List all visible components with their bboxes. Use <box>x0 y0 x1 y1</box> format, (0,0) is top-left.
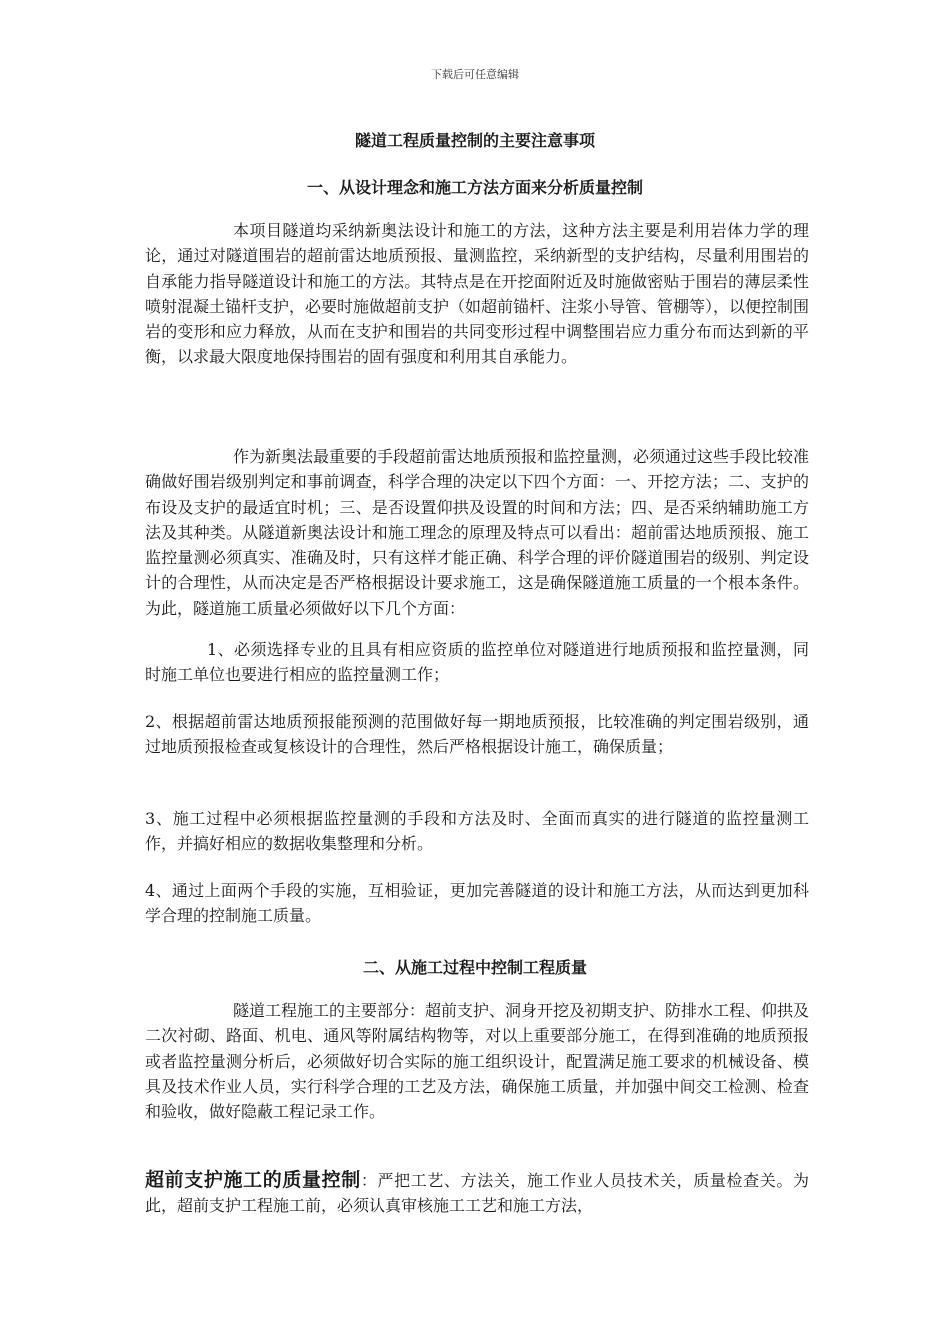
section-1-heading: 一、从设计理念和施工方法方面来分析质量控制 <box>306 178 643 197</box>
document-title: 隧道工程质量控制的主要注意事项 <box>354 131 595 150</box>
list-item-4: 4、通过上面两个手段的实施，互相验证，更加完善隧道的设计和施工方法，从而达到更加科学合理的控制施工质量。 <box>145 881 809 926</box>
section-1-paragraph-2: 作为新奥法最重要的手段超前雷达地质预报和监控量测，必须通过这些手段比较准确做好围岩级别判定和事前调查，科学合理的决定以下四个方面：一、开挖方法；二、支护的布设及支护的最适宜时机；三、是否设置仰拱及设置的时间和方法；四、是否采纳辅助施工方法及其种类。从隧道新奥法设计和施工理念的原理及特点可以看出：超前雷达地质预报、施工监控量测必须真实、准确及时，只有这样才能正确、科学合理的评价隧道围岩的级别、判定设计的合理性，从而决定是否严格根据设计要求施工，这是确保隧道施工质量的一个根本条件。为此，隧道施工质量必须做好以下几个方面： <box>145 447 810 618</box>
section-2-paragraph-1: 隧道工程施工的主要部分：超前支护、洞身开挖及初期支护、防排水工程、仰拱及二次衬砌、路面、机电、通风等附属结构物等，对以上重要部分施工，在得到准确的地质预报或者监控量测分析后，必须做好切合实际的施工组织设计，配置满足施工要求的机械设备、模具及技术作业人员，实行科学合理的工艺及方法，确保施工质量，并加强中间交工检测、检查和验收，做好隐蔽工程记录工作。 <box>145 1001 810 1122</box>
section-1-paragraph-1: 本项目隧道均采纳新奥法设计和施工的方法，这种方法主要是利用岩体力学的理论，通过对隧道围岩的超前雷达地质预报、量测监控，采纳新型的支护结构，尽量利用围岩的自承能力指导隧道设计和施工的方法。其特点是在开挖面附近及时施做密贴于围岩的薄层柔性喷射混凝土锚杆支护，必要时施做超前支护（如超前锚杆、注浆小导管、管棚等），以便控制围岩的变形和应力释放，从而在支护和围岩的共同变形过程中调整围岩应力重分布而达到新的平衡，以求最大限度地保持围岩的固有强度和利用其自承能力。 <box>145 221 810 367</box>
section-2-heading: 二、从施工过程中控制工程质量 <box>362 958 587 977</box>
list-item-2: 2、根据超前雷达地质预报能预测的范围做好每一期地质预报，比较准确的判定围岩级别，通过地质预报检查或复核设计的合理性，然后严格根据设计施工，确保质量； <box>145 712 809 757</box>
section-2-paragraph-2 <box>145 1168 809 1219</box>
header-note: 下载后可任意编辑 <box>431 68 519 81</box>
list-item-3: 3、施工过程中必须根据监控量测的手段和方法及时、全面而真实的进行隧道的监控量测工作，并搞好相应的数据收集整理和分析。 <box>145 809 809 854</box>
paragraph-continuation: ：严把工艺、方法关，施工作业人员技术关，质量检查关。为此，超前支护工程施工前，必须认真审核施工工艺和施工方法， <box>145 1171 809 1216</box>
bold-lead-text: 超前支护施工的质量控制 <box>145 1169 361 1191</box>
list-item-1: 1、必须选择专业的且具有相应资质的监控单位对隧道进行地质预报和监控量测，同时施工单位也要进行相应的监控量测工作； <box>145 640 809 685</box>
